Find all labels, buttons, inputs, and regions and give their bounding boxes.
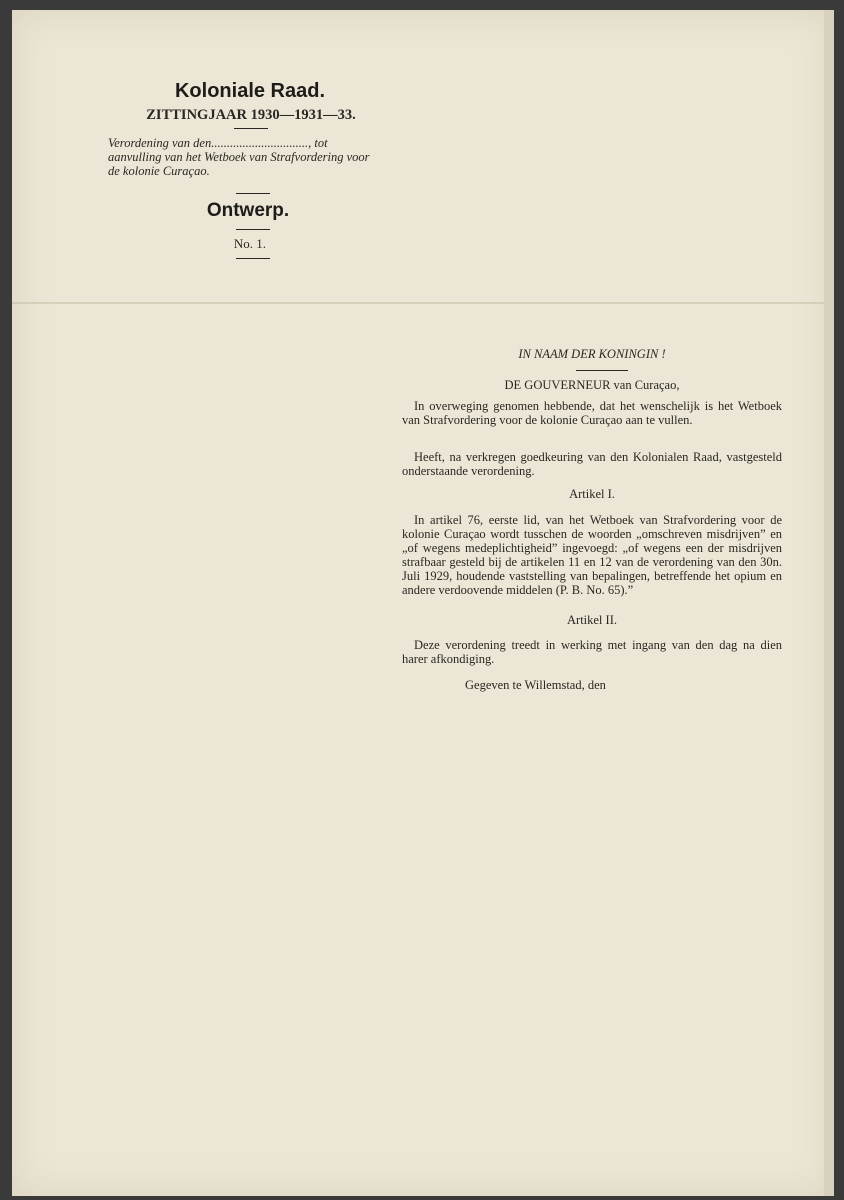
fold-crease <box>12 302 834 304</box>
article-1-text: In artikel 76, eerste lid, van het Wetboek van Strafvordering voor de kolonie Curaçao wordt tusschen de woorden „omschreven misdrijven” en „of wegens medeplichtigheid” ingevoegd: „of wegens een der misdrijven strafbaar gesteld bij de artikelen 11 en 12 van de verordening van den 30n. Juli 1929, houdende vaststelling van bepalingen, betreffende het opium en andere verdoovende middelen (P. B. No. 65).” <box>402 513 782 597</box>
header-rule <box>236 229 270 230</box>
invocation: IN NAAM DER KONINGIN ! <box>518 347 666 361</box>
article-1-heading: Artikel I. <box>569 487 615 501</box>
enactment-paragraph: Heeft, na verkregen goedkeuring van den Kolonialen Raad, vastgesteld onderstaande verordening. <box>402 450 782 478</box>
header-rule <box>236 193 270 194</box>
draft-label: Ontwerp. <box>206 200 290 221</box>
header-rule <box>234 128 268 129</box>
document-number: No. 1. <box>233 236 267 251</box>
governor-line: DE GOUVERNEUR van Curaçao, <box>504 378 680 392</box>
article-2-text: Deze verordening treedt in werking met ingang van den dag na dien harer afkondiging. <box>402 638 782 666</box>
consideration-paragraph: In overweging genomen hebbende, dat het wenschelijk is het Wetboek van Strafvordering voor de kolonie Curaçao aan te vullen. <box>402 399 782 427</box>
session-year: ZITTINGJAAR 1930—1931—33. <box>146 107 356 123</box>
article-2-heading: Artikel II. <box>567 613 617 627</box>
page-edge <box>824 10 834 1196</box>
closing-line: Gegeven te Willemstad, den <box>465 678 606 692</box>
header-rule <box>236 258 270 259</box>
document-page <box>12 10 834 1196</box>
body-rule <box>576 370 628 371</box>
subject-line: Verordening van den..............................., tot aanvulling van het Wetboek van Strafvordering voor de kolonie Curaçao. <box>108 136 370 178</box>
council-title: Koloniale Raad. <box>174 80 326 102</box>
